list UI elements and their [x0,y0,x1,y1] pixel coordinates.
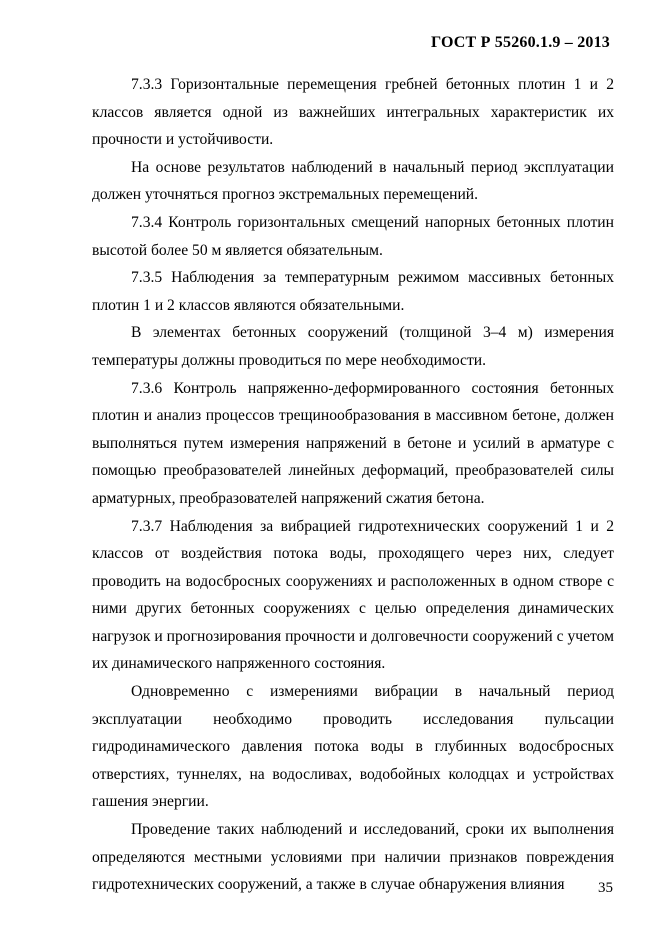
paragraph-7-3-5: 7.3.5 Наблюдения за температурным режимом массивных бетонных плотин 1 и 2 классов являются обязательными. [92,269,614,314]
paragraph-7-3-6: 7.3.6 Контроль напряженно-деформированного состояния бетонных плотин и анализ процессов трещинообразования в массивном бетоне, должен выполняться путем измерения напряжений в бетоне и усилий в арматуре с помощью преобразователей линейных деформаций, преобразователей силы арматурных, преобразователей напряжений сжатия бетона. [92,379,614,507]
paragraph-temperature: В элементах бетонных сооружений (толщиной 3–4 м) измерения температуры должны проводиться по мере необходимости. [92,324,614,369]
document-header: ГОСТ Р 55260.1.9 – 2013 [430,34,610,51]
paragraph-7-3-4: 7.3.4 Контроль горизонтальных смещений напорных бетонных плотин высотой более 50 м является обязательным. [92,213,614,259]
page-number: 35 [598,880,613,896]
document-body [92,71,614,899]
paragraph-7-3-7: 7.3.7 Наблюдения за вибрацией гидротехнических сооружений 1 и 2 классов от воздействия потока воды, проходящего через них, следует проводить на водосбросных сооружениях и расположенных в одном створе с ними других бетонных сооружениях с целью определения динамических нагрузок и прогнозирования прочности и долговечности сооружений с учетом их динамического напряженного состояния. [92,517,614,673]
paragraph-forecast: На основе результатов наблюдений в начальный период эксплуатации должен уточняться прогноз экстремальных перемещений. [92,158,614,204]
paragraph-pulsation: Одновременно с измерениями вибрации в начальный период эксплуатации необходимо проводить исследования пульсации гидродинамического давления потока воды в глубинных водосбросных отверстиях, туннелях, на водосливах, водобойных колодцах и устройствах гашения энергии. [92,683,614,811]
paragraph-7-3-3: 7.3.3 Горизонтальные перемещения гребней бетонных плотин 1 и 2 классов является одной из важнейших интегральных характеристик их прочности и устойчивости. [92,76,614,149]
paragraph-observations: Проведение таких наблюдений и исследований, сроки их выполнения определяются местными условиями при наличии признаков повреждения гидротехнических сооружений, а также в случае обнаружения влияния [92,821,614,894]
